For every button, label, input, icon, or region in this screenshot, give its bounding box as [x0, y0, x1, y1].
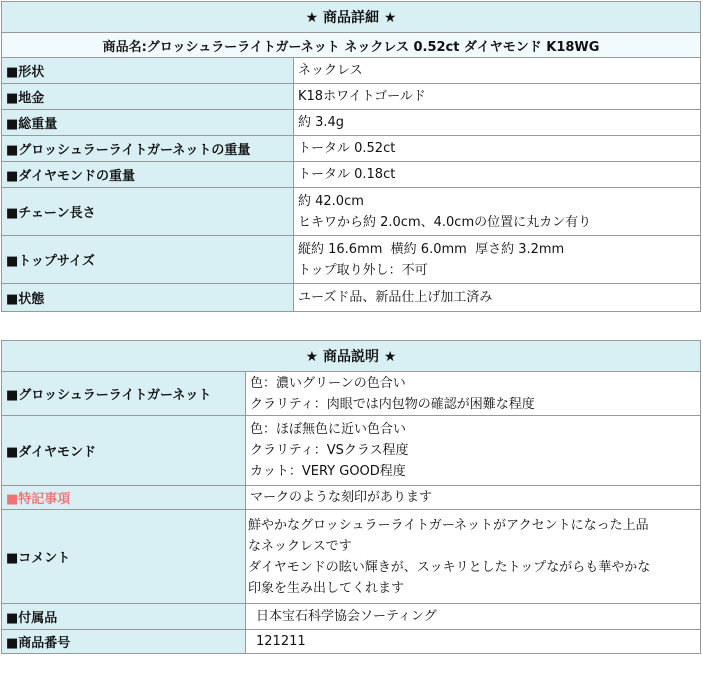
detail-label-metal: ■地金	[2, 84, 294, 110]
desc-label-comment: ■コメント	[2, 510, 246, 604]
detail-value-shape: ネックレス	[294, 58, 701, 84]
detail-value-chain-length: 約 42.0cm ヒキワから約 2.0cm、4.0cmの位置に丸カン有り	[294, 188, 701, 236]
desc-value-accessories: 日本宝石科学協会ソーティング	[246, 604, 701, 630]
detail-label-condition: ■状態	[2, 284, 294, 312]
desc-label-special-notes: ■特記事項	[2, 486, 246, 510]
detail-value-total-weight: 約 3.4g	[294, 110, 701, 136]
detail-value-metal: K18ホワイトゴールド	[294, 84, 701, 110]
detail-label-shape: ■形状	[2, 58, 294, 84]
product-name: 商品名:グロッシュラーライトガーネット ネックレス 0.52ct ダイヤモンド K18WG	[2, 33, 701, 58]
detail-value-top-size: 縦約 16.6mm 横約 6.0mm 厚さ約 3.2mm トップ取り外し：不可	[294, 236, 701, 284]
detail-value-garnet-weight: トータル 0.52ct	[294, 136, 701, 162]
detail-label-garnet-weight: ■グロッシュラーライトガーネットの重量	[2, 136, 294, 162]
detail-label-diamond-weight: ■ダイヤモンドの重量	[2, 162, 294, 188]
desc-label-accessories: ■付属品	[2, 604, 246, 630]
detail-heading: ★ 商品詳細 ★	[2, 2, 701, 33]
detail-label-total-weight: ■総重量	[2, 110, 294, 136]
desc-value-diamond: 色：ほぼ無色に近い色合い クラリティ：VSクラス程度 カット：VERY GOOD程度	[246, 416, 701, 486]
product-description-table	[1, 340, 701, 654]
detail-value-condition: ユーズド品、新品仕上げ加工済み	[294, 284, 701, 312]
description-heading: ★ 商品説明 ★	[2, 341, 701, 372]
desc-value-garnet: 色：濃いグリーンの色合い クラリティ：肉眼では内包物の確認が困難な程度	[246, 372, 701, 416]
desc-value-comment: 鮮やかなグロッシュラーライトガーネットがアクセントになった上品 なネックレスです ダイヤモンドの眩い輝きが、スッキリとしたトップながらも華やかな 印象を生み出してくれます	[246, 510, 701, 604]
desc-value-product-number: 121211	[246, 630, 701, 654]
desc-label-garnet: ■グロッシュラーライトガーネット	[2, 372, 246, 416]
detail-label-chain-length: ■チェーン長さ	[2, 188, 294, 236]
desc-label-diamond: ■ダイヤモンド	[2, 416, 246, 486]
desc-label-product-number: ■商品番号	[2, 630, 246, 654]
product-detail-table	[1, 1, 701, 312]
detail-value-diamond-weight: トータル 0.18ct	[294, 162, 701, 188]
desc-value-special-notes: マークのような刻印があります	[246, 486, 701, 510]
detail-label-top-size: ■トップサイズ	[2, 236, 294, 284]
